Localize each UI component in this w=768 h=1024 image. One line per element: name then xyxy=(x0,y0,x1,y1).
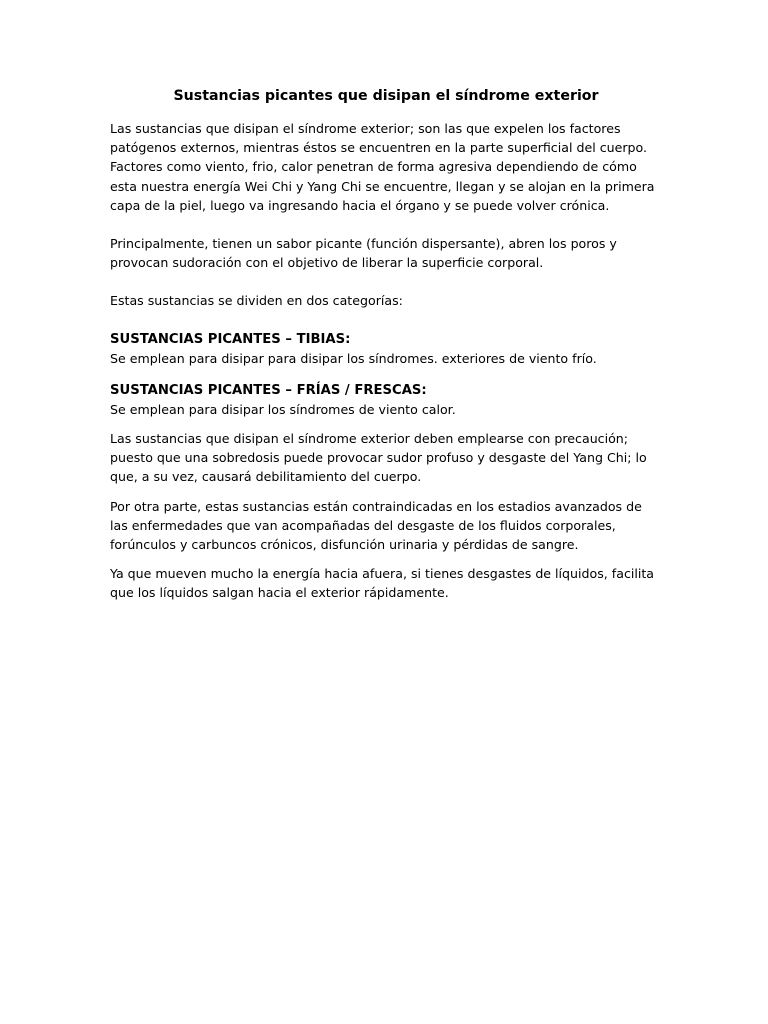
document-title: Sustancias picantes que disipan el síndrome exterior xyxy=(173,88,599,104)
section-text-frias: Se emplean para disipar los síndromes de viento calor. xyxy=(110,401,456,417)
contraindication-paragraph: Por otra parte, estas sustancias están contraindicadas en los estadios avanzados de las enfermedades que van acompañadas del desgaste de los fluidos corporales, forúnculos y carbuncos crónicos, disfunción urinaria y pérdidas de sangre. xyxy=(110,498,642,553)
section-heading-tibias: SUSTANCIAS PICANTES – TIBIAS: xyxy=(110,331,351,347)
closing-paragraph: Ya que mueven mucho la energía hacia afuera, si tienes desgastes de líquidos, facilita que los líquidos salgan hacia el exterior rápidamente. xyxy=(110,566,655,601)
intro-paragraph-2: Principalmente, tienen un sabor picante (función dispersante), abren los poros y provocan sudoración con el objetivo de liberar la superficie corporal. xyxy=(110,236,617,271)
section-text-tibias: Se emplean para disipar para disipar los síndromes. exteriores de viento frío. xyxy=(110,350,597,366)
section-heading-frias: SUSTANCIAS PICANTES – FRÍAS / FRESCAS: xyxy=(110,382,427,398)
caution-paragraph: Las sustancias que disipan el síndrome exterior deben emplearse con precaución; puesto que una sobredosis puede provocar sudor profuso y desgaste del Yang Chi; lo que, a su vez, causará debilitamiento del cuerpo. xyxy=(110,431,647,485)
intro-paragraph-3: Estas sustancias se dividen en dos categorías: xyxy=(110,293,403,309)
intro-paragraph-1: Las sustancias que disipan el síndrome exterior; son las que expelen los factores patógenos externos, mientras éstos se encuentren en la parte superficial del cuerpo. Factores como viento, frio, calor penetran de forma agresiva dependiendo de cómo esta nuestra energía Wei Chi y Yang Chi se encuentre, llegan y se alojan en la primera capa de la piel, luego va ingresando hacia el órgano y se puede volver crónica. xyxy=(110,121,655,213)
document-page xyxy=(110,86,662,603)
